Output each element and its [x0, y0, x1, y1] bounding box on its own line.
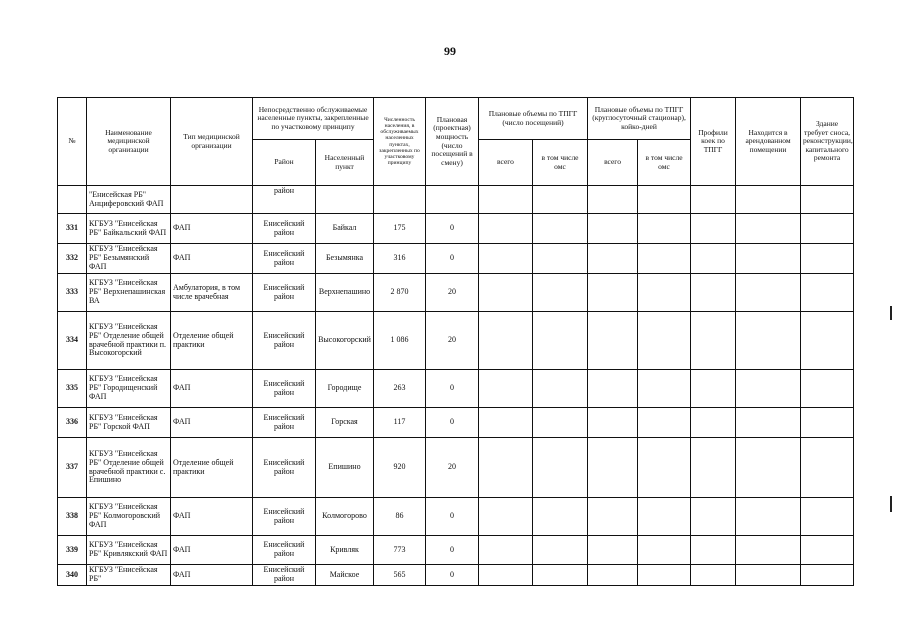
cell-settlement	[316, 186, 374, 214]
table-row	[58, 536, 854, 565]
cell-population: 565	[374, 565, 426, 586]
cell-empty	[533, 438, 588, 498]
cell-empty	[479, 536, 533, 565]
cell-district: район	[253, 186, 316, 214]
cell-empty	[479, 370, 533, 408]
cell-empty	[736, 565, 801, 586]
cell-num: 338	[58, 498, 87, 536]
cell-capacity: 0	[426, 370, 479, 408]
cell-empty	[588, 565, 638, 586]
cell-empty	[691, 536, 736, 565]
cell-empty	[801, 408, 854, 438]
cell-empty	[736, 312, 801, 370]
cell-settlement: Безымянка	[316, 244, 374, 274]
cell-org: КГБУЗ "Енисейская РБ" Байкальский ФАП	[87, 214, 171, 244]
cell-empty	[638, 438, 691, 498]
cell-empty	[533, 186, 588, 214]
cell-num	[58, 186, 87, 214]
cell-empty	[479, 408, 533, 438]
cell-empty	[533, 214, 588, 244]
cell-population: 920	[374, 438, 426, 498]
cell-empty	[588, 186, 638, 214]
cell-empty	[801, 536, 854, 565]
page-number: 99	[444, 44, 456, 58]
cell-empty	[736, 186, 801, 214]
cell-type: ФАП	[171, 536, 253, 565]
cell-capacity: 0	[426, 498, 479, 536]
cell-empty	[638, 244, 691, 274]
cell-empty	[801, 498, 854, 536]
header-capacity: Плановая (проектная) мощность (число посещений в смену)	[426, 98, 479, 186]
table-row	[58, 274, 854, 312]
cell-empty	[533, 244, 588, 274]
table-row	[58, 438, 854, 498]
cell-capacity	[426, 186, 479, 214]
cell-capacity: 0	[426, 244, 479, 274]
cell-empty	[638, 274, 691, 312]
cell-empty	[736, 274, 801, 312]
cell-org: КГБУЗ "Енисейская РБ" Отделение общей врачебной практики п. Высокогорский	[87, 312, 171, 370]
cell-empty	[736, 408, 801, 438]
cell-empty	[736, 370, 801, 408]
cell-district: Енисейский район	[253, 274, 316, 312]
cell-population: 86	[374, 498, 426, 536]
cell-num: 336	[58, 408, 87, 438]
cell-settlement: Верхнепашино	[316, 274, 374, 312]
cell-type: ФАП	[171, 498, 253, 536]
cell-empty	[801, 186, 854, 214]
cell-empty	[588, 214, 638, 244]
cell-empty	[588, 498, 638, 536]
cell-district: Енисейский район	[253, 244, 316, 274]
cell-org: КГБУЗ "Енисейская РБ" Кривлякский ФАП	[87, 536, 171, 565]
cell-empty	[736, 244, 801, 274]
header-leased: Находится в арендованном помещении	[736, 98, 801, 186]
table-row	[58, 408, 854, 438]
cell-type: ФАП	[171, 214, 253, 244]
cell-empty	[588, 408, 638, 438]
header-beds-total: всего	[588, 140, 638, 186]
cell-empty	[691, 565, 736, 586]
cell-district: Енисейский район	[253, 565, 316, 586]
cell-capacity: 20	[426, 274, 479, 312]
header-ttg-beds: Плановые объемы по ТПГГ (круглосуточный стационар), койко-дней	[588, 98, 691, 140]
cell-empty	[736, 214, 801, 244]
cell-type: ФАП	[171, 370, 253, 408]
cell-type: ФАП	[171, 408, 253, 438]
cell-population: 1 086	[374, 312, 426, 370]
header-district: Район	[253, 140, 316, 186]
cell-empty	[533, 370, 588, 408]
cell-settlement: Высокогорский	[316, 312, 374, 370]
cell-org: "Енисейская РБ" Анциферовский ФАП	[87, 186, 171, 214]
cell-empty	[588, 370, 638, 408]
cell-empty	[691, 244, 736, 274]
cell-empty	[588, 536, 638, 565]
cell-population: 2 870	[374, 274, 426, 312]
cell-empty	[691, 274, 736, 312]
cell-type: ФАП	[171, 565, 253, 586]
cell-capacity: 0	[426, 565, 479, 586]
cell-population: 316	[374, 244, 426, 274]
cell-empty	[533, 565, 588, 586]
cell-settlement: Горская	[316, 408, 374, 438]
scan-edge-mark	[890, 306, 892, 320]
cell-empty	[479, 274, 533, 312]
header-settlement: Населенный пункт	[316, 140, 374, 186]
cell-num: 337	[58, 438, 87, 498]
cell-empty	[691, 312, 736, 370]
cell-type: Отделение общей практики	[171, 438, 253, 498]
cell-district: Енисейский район	[253, 408, 316, 438]
cell-org: КГБУЗ "Енисейская РБ" Колмогоровский ФАП	[87, 498, 171, 536]
cell-empty	[638, 565, 691, 586]
cell-empty	[479, 312, 533, 370]
cell-num: 339	[58, 536, 87, 565]
cell-empty	[638, 498, 691, 536]
header-profile: Профили коек по ТПГГ	[691, 98, 736, 186]
table-row	[58, 370, 854, 408]
cell-capacity: 20	[426, 438, 479, 498]
cell-district: Енисейский район	[253, 214, 316, 244]
cell-empty	[736, 498, 801, 536]
cell-empty	[588, 244, 638, 274]
cell-type	[171, 186, 253, 214]
cell-empty	[533, 498, 588, 536]
table-row	[58, 244, 854, 274]
cell-num: 340	[58, 565, 87, 586]
cell-settlement: Колмогорово	[316, 498, 374, 536]
header-visits-oms: в том числе омс	[533, 140, 588, 186]
table-row	[58, 498, 854, 536]
table-row	[58, 312, 854, 370]
cell-empty	[479, 244, 533, 274]
cell-settlement: Кривляк	[316, 536, 374, 565]
cell-population	[374, 186, 426, 214]
table-row	[58, 214, 854, 244]
cell-empty	[801, 438, 854, 498]
cell-settlement: Майское	[316, 565, 374, 586]
cell-empty	[638, 408, 691, 438]
cell-org: КГБУЗ "Енисейская РБ" Верхнепашинская ВА	[87, 274, 171, 312]
cell-district: Енисейский район	[253, 312, 316, 370]
cell-capacity: 0	[426, 408, 479, 438]
cell-empty	[801, 312, 854, 370]
cell-population: 117	[374, 408, 426, 438]
cell-empty	[588, 274, 638, 312]
cell-num: 334	[58, 312, 87, 370]
header-demolition: Здание требует сноса, реконструкции, капитального ремонта	[801, 98, 854, 186]
cell-num: 333	[58, 274, 87, 312]
cell-empty	[479, 186, 533, 214]
cell-type: ФАП	[171, 244, 253, 274]
cell-empty	[638, 536, 691, 565]
cell-num: 335	[58, 370, 87, 408]
cell-empty	[801, 214, 854, 244]
cell-empty	[638, 312, 691, 370]
table-row	[58, 565, 854, 586]
cell-empty	[588, 312, 638, 370]
scan-edge-mark	[890, 496, 892, 512]
cell-empty	[479, 438, 533, 498]
cell-empty	[691, 498, 736, 536]
table-row	[58, 186, 854, 214]
cell-capacity: 0	[426, 214, 479, 244]
cell-district: Енисейский район	[253, 536, 316, 565]
header-population: Численность населения, в обслуживаемых населенных пунктах, закрепленных по участковому принципу	[374, 98, 426, 186]
header-beds-oms: в том числе омс	[638, 140, 691, 186]
cell-empty	[801, 274, 854, 312]
cell-empty	[691, 438, 736, 498]
header-row-top	[58, 98, 854, 140]
cell-type: Амбулатория, в том числе врачебная	[171, 274, 253, 312]
cell-empty	[638, 186, 691, 214]
cell-org: КГБУЗ "Енисейская РБ"	[87, 565, 171, 586]
cell-empty	[691, 214, 736, 244]
cell-empty	[533, 536, 588, 565]
cell-population: 773	[374, 536, 426, 565]
cell-org: КГБУЗ "Енисейская РБ" Безымянский ФАП	[87, 244, 171, 274]
cell-population: 175	[374, 214, 426, 244]
cell-empty	[691, 370, 736, 408]
cell-empty	[479, 214, 533, 244]
cell-empty	[736, 536, 801, 565]
cell-empty	[533, 408, 588, 438]
cell-org: КГБУЗ "Енисейская РБ" Горской ФАП	[87, 408, 171, 438]
cell-empty	[533, 274, 588, 312]
cell-empty	[479, 565, 533, 586]
cell-num: 331	[58, 214, 87, 244]
cell-empty	[691, 408, 736, 438]
cell-empty	[479, 498, 533, 536]
header-visits-total: всего	[479, 140, 533, 186]
cell-empty	[801, 565, 854, 586]
cell-district: Енисейский район	[253, 498, 316, 536]
cell-population: 263	[374, 370, 426, 408]
header-type: Тип медицинской организации	[171, 98, 253, 186]
cell-org: КГБУЗ "Енисейская РБ" Отделение общей врачебной практики с. Епишино	[87, 438, 171, 498]
cell-capacity: 20	[426, 312, 479, 370]
cell-org: КГБУЗ "Енисейская РБ" Городищенский ФАП	[87, 370, 171, 408]
cell-settlement: Байкал	[316, 214, 374, 244]
header-served-points: Непосредственно обслуживаемые населенные пункты, закрепленные по участковому принципу	[253, 98, 374, 140]
cell-empty	[801, 244, 854, 274]
cell-empty	[638, 370, 691, 408]
header-ttg-visits: Плановые объемы по ТПГГ (число посещений)	[479, 98, 588, 140]
cell-empty	[638, 214, 691, 244]
cell-empty	[801, 370, 854, 408]
header-org: Наименование медицинской организации	[87, 98, 171, 186]
cell-settlement: Епишино	[316, 438, 374, 498]
cell-district: Енисейский район	[253, 370, 316, 408]
cell-num: 332	[58, 244, 87, 274]
cell-capacity: 0	[426, 536, 479, 565]
cell-empty	[691, 186, 736, 214]
cell-district: Енисейский район	[253, 438, 316, 498]
cell-settlement: Городище	[316, 370, 374, 408]
cell-empty	[736, 438, 801, 498]
header-num: №	[58, 98, 87, 186]
cell-type: Отделение общей практики	[171, 312, 253, 370]
cell-empty	[533, 312, 588, 370]
facilities-table	[57, 97, 854, 586]
cell-empty	[588, 438, 638, 498]
